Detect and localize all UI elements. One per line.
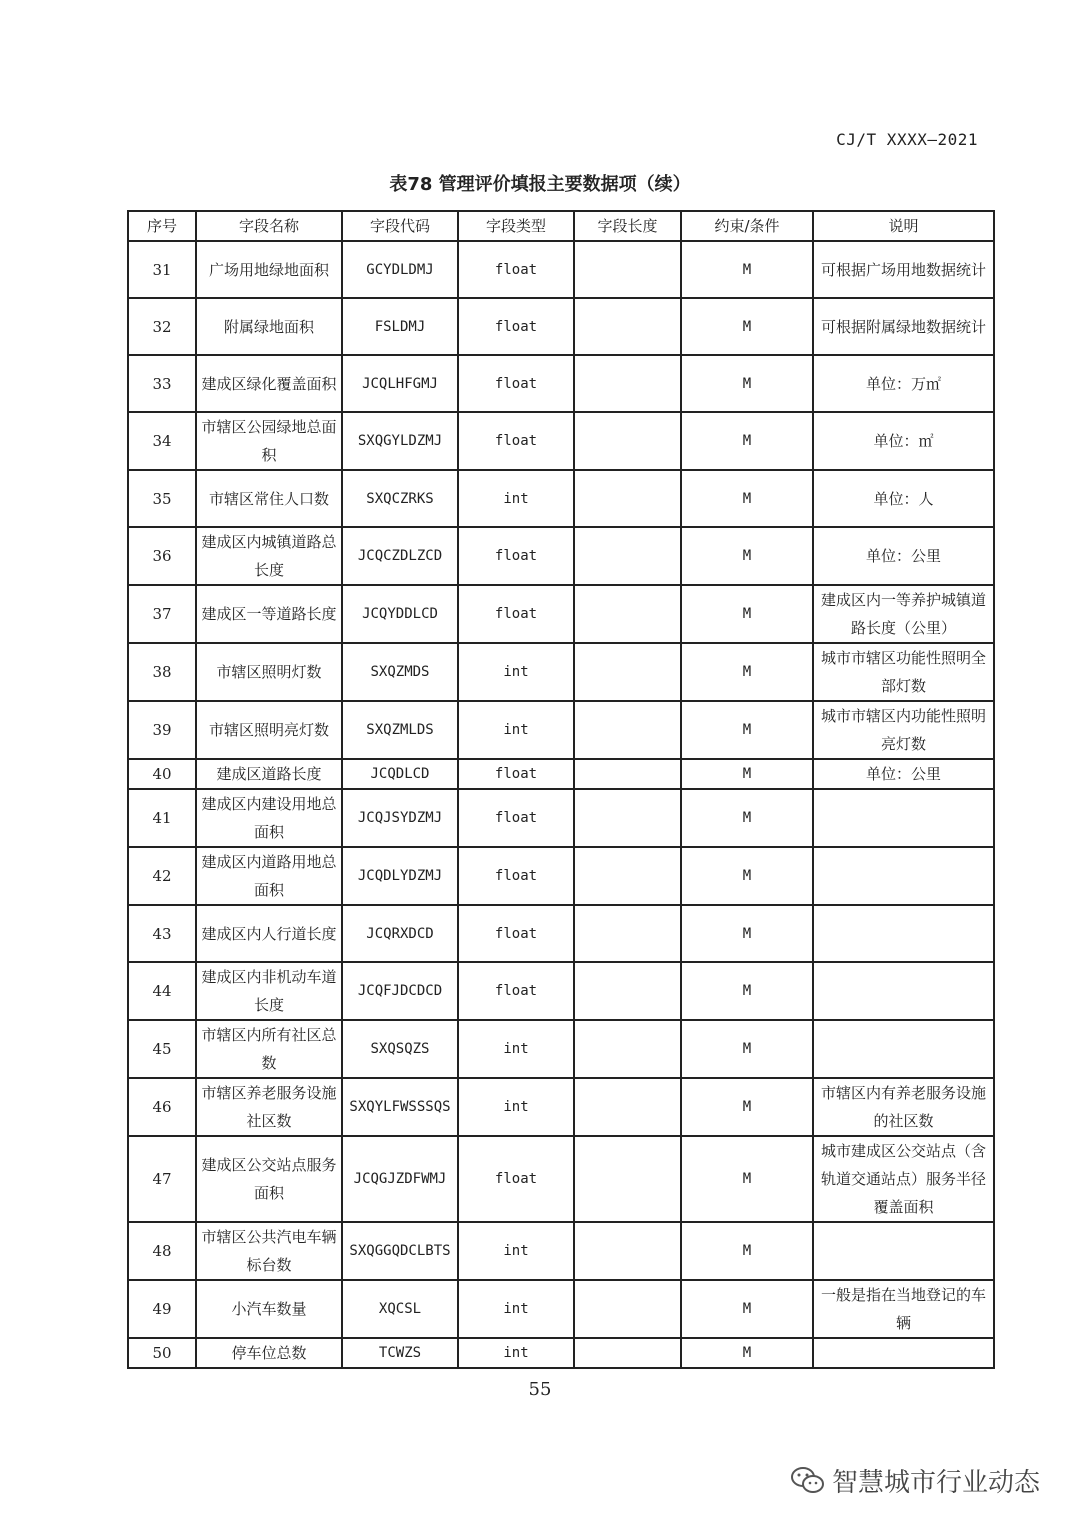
cell-type: int: [458, 1020, 574, 1078]
cell-name: 建成区绿化覆盖面积: [196, 355, 342, 412]
cell-no: 32: [128, 298, 196, 355]
cell-note: [813, 789, 994, 847]
cell-code: JCQYDDLCD: [342, 585, 458, 643]
column-header-no: 序号: [128, 211, 196, 241]
page-number: 55: [528, 1379, 552, 1400]
cell-note: 城市建成区公交站点（含轨道交通站点）服务半径覆盖面积: [813, 1136, 994, 1222]
cell-length: [574, 847, 681, 905]
cell-type: int: [458, 643, 574, 701]
cell-length: [574, 1222, 681, 1280]
cell-note: 单位：万㎡: [813, 355, 994, 412]
cell-type: int: [458, 701, 574, 759]
cell-constraint: M: [681, 1136, 813, 1222]
cell-length: [574, 585, 681, 643]
cell-note: 单位：公里: [813, 527, 994, 585]
cell-constraint: M: [681, 905, 813, 962]
cell-note: [813, 1222, 994, 1280]
cell-constraint: M: [681, 1222, 813, 1280]
cell-note: 市辖区内有养老服务设施的社区数: [813, 1078, 994, 1136]
cell-length: [574, 412, 681, 470]
cell-length: [574, 701, 681, 759]
table-row: [128, 962, 994, 1020]
cell-constraint: M: [681, 412, 813, 470]
cell-constraint: M: [681, 759, 813, 789]
cell-no: 31: [128, 241, 196, 298]
cell-note: [813, 1338, 994, 1368]
cell-constraint: M: [681, 1020, 813, 1078]
cell-note: [813, 962, 994, 1020]
cell-name: 小汽车数量: [196, 1280, 342, 1338]
cell-constraint: M: [681, 643, 813, 701]
cell-name: 市辖区常住人口数: [196, 470, 342, 527]
table-row: [128, 1136, 994, 1222]
cell-code: JCQDLCD: [342, 759, 458, 789]
cell-note: 单位：公里: [813, 759, 994, 789]
cell-length: [574, 1020, 681, 1078]
cell-no: 34: [128, 412, 196, 470]
cell-code: JCQRXDCD: [342, 905, 458, 962]
cell-name: 建成区内城镇道路总长度: [196, 527, 342, 585]
table-row: [128, 759, 994, 789]
cell-code: JCQCZDLZCD: [342, 527, 458, 585]
cell-type: int: [458, 1338, 574, 1368]
cell-note: 单位：㎡: [813, 412, 994, 470]
cell-length: [574, 470, 681, 527]
cell-length: [574, 643, 681, 701]
column-header-note: 说明: [813, 211, 994, 241]
cell-no: 49: [128, 1280, 196, 1338]
cell-name: 建成区内建设用地总面积: [196, 789, 342, 847]
cell-code: JCQGJZDFWMJ: [342, 1136, 458, 1222]
cell-type: int: [458, 470, 574, 527]
cell-no: 39: [128, 701, 196, 759]
cell-name: 市辖区公共汽电车辆标台数: [196, 1222, 342, 1280]
cell-code: JCQDLYDZMJ: [342, 847, 458, 905]
cell-type: int: [458, 1078, 574, 1136]
cell-note: 城市市辖区内功能性照明亮灯数: [813, 701, 994, 759]
cell-note: 建成区内一等养护城镇道路长度（公里）: [813, 585, 994, 643]
cell-type: float: [458, 759, 574, 789]
cell-type: float: [458, 585, 574, 643]
column-header-type: 字段类型: [458, 211, 574, 241]
cell-code: SXQZMDS: [342, 643, 458, 701]
column-header-length: 字段长度: [574, 211, 681, 241]
cell-no: 41: [128, 789, 196, 847]
cell-length: [574, 789, 681, 847]
cell-name: 市辖区照明灯数: [196, 643, 342, 701]
cell-no: 43: [128, 905, 196, 962]
cell-type: float: [458, 298, 574, 355]
table-row: [128, 355, 994, 412]
cell-type: int: [458, 1280, 574, 1338]
cell-no: 33: [128, 355, 196, 412]
cell-note: 一般是指在当地登记的车辆: [813, 1280, 994, 1338]
cell-type: float: [458, 905, 574, 962]
cell-length: [574, 1338, 681, 1368]
table-row: [128, 1078, 994, 1136]
table-row: [128, 847, 994, 905]
cell-code: SXQZMLDS: [342, 701, 458, 759]
table-row: [128, 905, 994, 962]
cell-no: 36: [128, 527, 196, 585]
cell-constraint: M: [681, 585, 813, 643]
cell-code: TCWZS: [342, 1338, 458, 1368]
cell-name: 市辖区公园绿地总面积: [196, 412, 342, 470]
cell-type: float: [458, 789, 574, 847]
cell-type: float: [458, 1136, 574, 1222]
cell-constraint: M: [681, 1280, 813, 1338]
cell-constraint: M: [681, 470, 813, 527]
cell-note: 单位：人: [813, 470, 994, 527]
cell-length: [574, 241, 681, 298]
cell-constraint: M: [681, 847, 813, 905]
cell-constraint: M: [681, 1338, 813, 1368]
cell-no: 48: [128, 1222, 196, 1280]
cell-no: 38: [128, 643, 196, 701]
cell-code: SXQCZRKS: [342, 470, 458, 527]
cell-code: FSLDMJ: [342, 298, 458, 355]
table-row: [128, 1222, 994, 1280]
cell-constraint: M: [681, 1078, 813, 1136]
table-row: [128, 241, 994, 298]
cell-no: 50: [128, 1338, 196, 1368]
table-row: [128, 527, 994, 585]
cell-note: 可根据附属绿地数据统计: [813, 298, 994, 355]
cell-no: 40: [128, 759, 196, 789]
table-row: [128, 643, 994, 701]
cell-code: SXQGGQDCLBTS: [342, 1222, 458, 1280]
cell-length: [574, 759, 681, 789]
cell-note: 城市市辖区功能性照明全部灯数: [813, 643, 994, 701]
cell-code: SXQYLFWSSSQS: [342, 1078, 458, 1136]
column-header-code: 字段代码: [342, 211, 458, 241]
cell-length: [574, 298, 681, 355]
cell-constraint: M: [681, 701, 813, 759]
cell-length: [574, 962, 681, 1020]
table-header-row: [128, 211, 994, 241]
cell-name: 广场用地绿地面积: [196, 241, 342, 298]
table-row: [128, 412, 994, 470]
cell-length: [574, 1280, 681, 1338]
cell-name: 市辖区内所有社区总数: [196, 1020, 342, 1078]
cell-code: GCYDLDMJ: [342, 241, 458, 298]
table-row: [128, 1338, 994, 1368]
watermark-text: 智慧城市行业动态: [832, 1467, 1041, 1498]
cell-no: 35: [128, 470, 196, 527]
cell-note: [813, 847, 994, 905]
cell-code: JCQJSYDZMJ: [342, 789, 458, 847]
cell-type: float: [458, 847, 574, 905]
cell-type: float: [458, 241, 574, 298]
cell-constraint: M: [681, 241, 813, 298]
table-title: 表78 管理评价填报主要数据项（续）: [389, 174, 691, 195]
cell-type: float: [458, 355, 574, 412]
cell-type: float: [458, 527, 574, 585]
cell-name: 停车位总数: [196, 1338, 342, 1368]
column-header-constraint: 约束/条件: [681, 211, 813, 241]
cell-no: 42: [128, 847, 196, 905]
cell-name: 市辖区养老服务设施社区数: [196, 1078, 342, 1136]
watermark: [790, 1462, 1040, 1498]
cell-name: 建成区道路长度: [196, 759, 342, 789]
cell-constraint: M: [681, 962, 813, 1020]
cell-no: 47: [128, 1136, 196, 1222]
cell-code: JCQLHFGMJ: [342, 355, 458, 412]
cell-constraint: M: [681, 355, 813, 412]
cell-name: 建成区内道路用地总面积: [196, 847, 342, 905]
data-items-table: [127, 210, 995, 1369]
cell-name: 建成区一等道路长度: [196, 585, 342, 643]
cell-code: SXQGYLDZMJ: [342, 412, 458, 470]
cell-type: float: [458, 962, 574, 1020]
cell-code: XQCSL: [342, 1280, 458, 1338]
wechat-icon: [790, 1465, 826, 1495]
cell-length: [574, 527, 681, 585]
cell-constraint: M: [681, 789, 813, 847]
table-row: [128, 1020, 994, 1078]
cell-length: [574, 905, 681, 962]
cell-name: 建成区公交站点服务面积: [196, 1136, 342, 1222]
cell-name: 市辖区照明亮灯数: [196, 701, 342, 759]
cell-no: 46: [128, 1078, 196, 1136]
cell-length: [574, 355, 681, 412]
cell-note: 可根据广场用地数据统计: [813, 241, 994, 298]
table-row: [128, 470, 994, 527]
cell-no: 37: [128, 585, 196, 643]
cell-constraint: M: [681, 298, 813, 355]
table-row: [128, 585, 994, 643]
cell-name: 建成区内非机动车道长度: [196, 962, 342, 1020]
cell-constraint: M: [681, 527, 813, 585]
cell-no: 44: [128, 962, 196, 1020]
cell-note: [813, 1020, 994, 1078]
column-header-name: 字段名称: [196, 211, 342, 241]
table-row: [128, 1280, 994, 1338]
table-row: [128, 789, 994, 847]
cell-length: [574, 1136, 681, 1222]
cell-no: 45: [128, 1020, 196, 1078]
cell-name: 附属绿地面积: [196, 298, 342, 355]
table-row: [128, 701, 994, 759]
cell-type: int: [458, 1222, 574, 1280]
cell-code: JCQFJDCDCD: [342, 962, 458, 1020]
cell-code: SXQSQZS: [342, 1020, 458, 1078]
cell-length: [574, 1078, 681, 1136]
standard-code: CJ/T XXXX—2021: [836, 130, 978, 149]
table-row: [128, 298, 994, 355]
cell-name: 建成区内人行道长度: [196, 905, 342, 962]
cell-note: [813, 905, 994, 962]
cell-type: float: [458, 412, 574, 470]
